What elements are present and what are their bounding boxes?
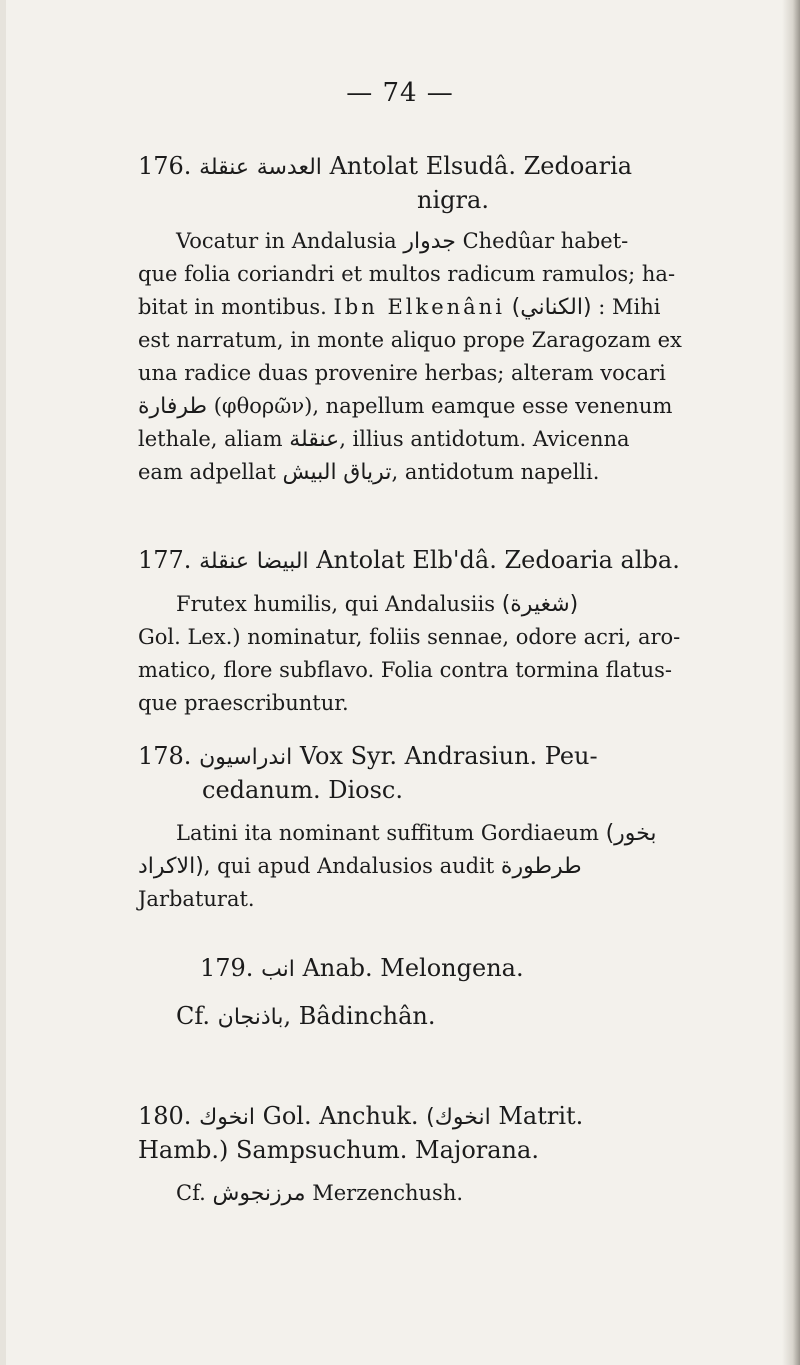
text-line: Frutex humilis, qui Andalusiis (شغيرة): [176, 592, 579, 617]
text-line: una radice duas provenire herbas; alteram vocari: [138, 361, 666, 385]
text-line: matico, flore subflavo. Folia contra tormina flatus-: [138, 658, 673, 682]
text-line: lethale, aliam عنقلة, illius antidotum. Avicenna: [138, 427, 630, 452]
entry-178-heading: 178. اندراسيون Vox Syr. Andrasiun. Peu-: [138, 742, 598, 770]
text-line: bitat in montibus. Ibn Elkenâni (الكناني) : Mihi: [138, 295, 661, 320]
arabic-term: عنقلة: [199, 155, 250, 180]
entry-177-heading: 177. البيضا عنقلة Antolat Elb'dâ. Zedoaria alba.: [138, 546, 680, 574]
page-number: — 74 —: [346, 78, 454, 108]
right-edge-shadow: [782, 0, 800, 1365]
entry-178: [138, 740, 768, 916]
left-margin-shadow: [0, 0, 6, 1365]
cross-reference: Cf. مرزنجوش Merzenchush.: [176, 1181, 464, 1206]
text-line: Vocatur in Andalusia جدوار Chedûar habet-: [176, 229, 629, 254]
entry-180: [138, 1100, 768, 1210]
entry-180-heading: 180. انخوك Gol. Anchuk. (انخوك Matrit.: [138, 1102, 584, 1130]
entry-177: [138, 544, 768, 720]
text-line: eam adpellat ترياق البيش , antidotum napelli.: [138, 460, 600, 485]
text-line: طرفارة (φθορῶν), napellum eamque esse venenum: [138, 394, 673, 419]
latin-heading-cont: nigra.: [417, 186, 489, 214]
text-line: Jarbaturat.: [138, 887, 255, 911]
latin-heading: Antolat Elsudâ. Zedoaria: [329, 152, 633, 180]
entry-number: 176.: [138, 152, 192, 180]
entry-176: [138, 150, 768, 489]
text-line: que praescribuntur.: [138, 691, 349, 715]
entry-179: [138, 952, 768, 1034]
latin-heading-cont: cedanum. Diosc.: [202, 776, 403, 804]
cross-reference: Cf. باذنجان, Bâdinchân.: [176, 1002, 436, 1030]
entry-179-heading: 179. انب Anab. Melongena.: [200, 954, 524, 982]
text-line: Gol. Lex.) nominatur, foliis sennae, odore acri, aro-: [138, 625, 681, 649]
entry-176-heading: [138, 150, 768, 184]
arabic-term: العدسة: [256, 155, 322, 180]
text-line: Hamb.) Sampsuchum. Majorana.: [138, 1136, 539, 1164]
text-line: الاكراد), qui apud Andalusios audit طرطورة: [138, 854, 582, 879]
text-line: est narratum, in monte aliquo prope Zaragozam ex: [138, 328, 682, 352]
text-line: que folia coriandri et multos radicum ramulos; ha-: [138, 262, 676, 286]
text-line: Latini ita nominant suffitum Gordiaeum (بخور: [176, 821, 657, 846]
